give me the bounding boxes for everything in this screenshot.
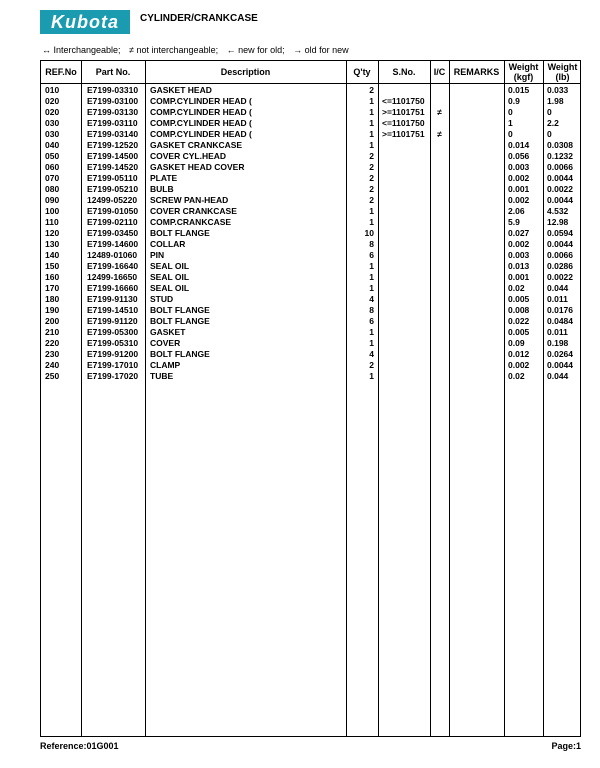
cell-part-no: E7199-16640: [87, 261, 139, 271]
legend-not-interchangeable: ≠ not interchangeable;: [129, 45, 219, 55]
cell-description: COVER CYL.HEAD: [150, 151, 227, 161]
cell-weight-lb: 0.011: [547, 294, 568, 304]
cell-ref: 240: [45, 360, 60, 370]
cell-part-no: E7199-03100: [87, 96, 139, 106]
cell-description: SEAL OIL: [150, 261, 190, 271]
table-row: [41, 173, 580, 184]
table-row: [41, 162, 580, 173]
table-row: [41, 217, 580, 228]
cell-weight-kgf: 0.003: [508, 250, 530, 260]
cell-weight-kgf: 0.008: [508, 305, 530, 315]
cell-weight-kgf: 0.005: [508, 327, 530, 337]
cell-description: CLAMP: [150, 360, 181, 370]
cell-description: GASKET HEAD: [150, 85, 212, 95]
cell-weight-kgf: 1: [508, 118, 513, 128]
col-weight-kgf-header: Weight (kgf): [508, 62, 539, 82]
cell-description: COMP.CYLINDER HEAD (: [150, 118, 252, 128]
cell-part-no: E7199-05210: [87, 184, 139, 194]
cell-description: COMP.CYLINDER HEAD (: [150, 129, 252, 139]
cell-part-no: E7199-91200: [87, 349, 139, 359]
cell-weight-lb: 4.532: [547, 206, 569, 216]
cell-serial-no: >=1101751: [382, 129, 425, 139]
cell-part-no: E7199-03310: [87, 85, 139, 95]
table-row: [41, 371, 580, 382]
cell-qty: 4: [369, 349, 374, 359]
cell-weight-lb: 0: [547, 107, 552, 117]
table-row: [41, 250, 580, 261]
cell-weight-kgf: 0.056: [508, 151, 530, 161]
cell-description: COLLAR: [150, 239, 186, 249]
cell-ref: 010: [45, 85, 60, 95]
cell-weight-kgf: 2.06: [508, 206, 525, 216]
cell-qty: 2: [369, 162, 374, 172]
cell-weight-lb: 0.1232: [547, 151, 573, 161]
cell-part-no: E7199-05300: [87, 327, 139, 337]
cell-qty: 1: [369, 338, 374, 348]
table-row: [41, 272, 580, 283]
cell-weight-kgf: 0.002: [508, 239, 530, 249]
cell-ref: 200: [45, 316, 60, 326]
cell-part-no: 12499-05220: [87, 195, 138, 205]
cell-description: COMP.CRANKCASE: [150, 217, 232, 227]
cell-weight-lb: 0: [547, 129, 552, 139]
legend: [42, 45, 355, 55]
cell-serial-no: <=1101750: [382, 96, 425, 106]
cell-qty: 6: [369, 316, 374, 326]
cell-description: BOLT FLANGE: [150, 305, 210, 315]
cell-part-no: E7199-17020: [87, 371, 139, 381]
cell-description: SEAL OIL: [150, 272, 190, 282]
cell-part-no: 12489-01060: [87, 250, 138, 260]
cell-weight-kgf: 0.015: [508, 85, 530, 95]
cell-weight-lb: 0.0044: [547, 173, 573, 183]
cell-weight-lb: 0.0066: [547, 162, 573, 172]
cell-qty: 2: [369, 151, 374, 161]
cell-description: GASKET HEAD COVER: [150, 162, 245, 172]
cell-ic: ≠: [437, 107, 442, 117]
cell-qty: 6: [369, 250, 374, 260]
cell-qty: 8: [369, 305, 374, 315]
cell-description: GASKET: [150, 327, 186, 337]
cell-qty: 1: [369, 327, 374, 337]
table-row: [41, 195, 580, 206]
parts-table: [40, 60, 581, 737]
cell-ref: 080: [45, 184, 60, 194]
cell-qty: 2: [369, 195, 374, 205]
cell-description: COMP.CYLINDER HEAD (: [150, 96, 252, 106]
cell-weight-lb: 0.0044: [547, 195, 573, 205]
cell-part-no: E7199-03450: [87, 228, 139, 238]
cell-weight-kgf: 0.001: [508, 272, 530, 282]
cell-description: PIN: [150, 250, 165, 260]
col-sno-header: S.No.: [392, 67, 416, 77]
table-row: [41, 151, 580, 162]
cell-weight-kgf: 0.014: [508, 140, 530, 150]
cell-ref: 220: [45, 338, 60, 348]
cell-part-no: E7199-01050: [87, 206, 139, 216]
cell-weight-lb: 0.0484: [547, 316, 573, 326]
cell-weight-lb: 1.98: [547, 96, 564, 106]
cell-weight-lb: 2.2: [547, 118, 559, 128]
cell-part-no: E7199-14520: [87, 162, 139, 172]
cell-description: GASKET CRANKCASE: [150, 140, 243, 150]
cell-weight-kgf: 0.02: [508, 371, 525, 381]
col-desc-header: Description: [220, 67, 271, 77]
cell-description: BULB: [150, 184, 174, 194]
cell-weight-lb: 0.044: [547, 371, 569, 381]
table-row: [41, 239, 580, 250]
cell-weight-kgf: 0.012: [508, 349, 530, 359]
kubota-logo: Kubota: [40, 10, 130, 34]
table-row: [41, 107, 580, 118]
cell-part-no: E7199-12520: [87, 140, 139, 150]
cell-weight-lb: 0.0594: [547, 228, 573, 238]
cell-weight-kgf: 5.9: [508, 217, 520, 227]
cell-qty: 1: [369, 118, 374, 128]
cell-ref: 030: [45, 129, 60, 139]
cell-ref: 170: [45, 283, 60, 293]
cell-qty: 1: [369, 371, 374, 381]
cell-qty: 1: [369, 283, 374, 293]
table-header: [41, 61, 580, 84]
cell-qty: 1: [369, 107, 374, 117]
cell-ref: 050: [45, 151, 60, 161]
cell-description: SCREW PAN-HEAD: [150, 195, 229, 205]
cell-weight-kgf: 0.003: [508, 162, 530, 172]
cell-weight-lb: 0.0022: [547, 272, 573, 282]
table-row: [41, 360, 580, 371]
cell-weight-lb: 0.033: [547, 85, 569, 95]
cell-description: TUBE: [150, 371, 174, 381]
cell-ref: 210: [45, 327, 60, 337]
cell-ref: 030: [45, 118, 60, 128]
page-title: CYLINDER/CRANKCASE: [140, 13, 258, 24]
cell-ref: 060: [45, 162, 60, 172]
cell-weight-kgf: 0.022: [508, 316, 530, 326]
cell-weight-kgf: 0.9: [508, 96, 520, 106]
cell-qty: 8: [369, 239, 374, 249]
cell-ref: 110: [45, 217, 59, 227]
cell-weight-kgf: 0.013: [508, 261, 530, 271]
cell-weight-lb: 0.011: [547, 327, 568, 337]
table-row: [41, 140, 580, 151]
table-row: [41, 338, 580, 349]
col-ic-header: I/C: [433, 67, 446, 77]
cell-weight-kgf: 0.002: [508, 360, 530, 370]
cell-ref: 100: [45, 206, 60, 216]
cell-description: BOLT FLANGE: [150, 228, 210, 238]
cell-ref: 020: [45, 107, 60, 117]
table-row: [41, 316, 580, 327]
cell-description: BOLT FLANGE: [150, 349, 210, 359]
col-ref-header: REF.No: [45, 67, 77, 77]
col-remarks-header: REMARKS: [453, 67, 500, 77]
table-row: [41, 261, 580, 272]
cell-qty: 2: [369, 360, 374, 370]
cell-ref: 130: [45, 239, 60, 249]
cell-part-no: E7199-03130: [87, 107, 139, 117]
cell-description: COVER CRANKCASE: [150, 206, 237, 216]
cell-part-no: E7199-03110: [87, 118, 138, 128]
table-row: [41, 327, 580, 338]
table-row: [41, 294, 580, 305]
cell-ref: 020: [45, 96, 60, 106]
cell-ref: 040: [45, 140, 60, 150]
table-row: [41, 129, 580, 140]
cell-weight-kgf: 0: [508, 129, 513, 139]
table-row: [41, 118, 580, 129]
cell-weight-lb: 12.98: [547, 217, 569, 227]
cell-weight-lb: 0.0022: [547, 184, 573, 194]
cell-qty: 2: [369, 173, 374, 183]
cell-description: PLATE: [150, 173, 178, 183]
table-row: [41, 206, 580, 217]
cell-weight-lb: 0.0176: [547, 305, 573, 315]
table-row: [41, 305, 580, 316]
cell-qty: 4: [369, 294, 374, 304]
cell-weight-lb: 0.0286: [547, 261, 573, 271]
cell-qty: 1: [369, 129, 374, 139]
cell-weight-lb: 0.0308: [547, 140, 573, 150]
cell-qty: 1: [369, 96, 374, 106]
cell-part-no: E7199-91120: [87, 316, 138, 326]
cell-part-no: E7199-14510: [87, 305, 139, 315]
cell-ref: 120: [45, 228, 60, 238]
cell-weight-kgf: 0: [508, 107, 513, 117]
cell-weight-kgf: 0.005: [508, 294, 530, 304]
col-weight-lb-header: Weight (lb): [547, 62, 578, 82]
cell-weight-kgf: 0.001: [508, 184, 530, 194]
cell-weight-lb: 0.0066: [547, 250, 573, 260]
cell-serial-no: <=1101750: [382, 118, 425, 128]
col-qty-header: Q'ty: [353, 67, 371, 77]
cell-ref: 070: [45, 173, 60, 183]
reference-code: Reference:01G001: [40, 741, 119, 751]
table-row: [41, 283, 580, 294]
cell-part-no: 12499-16650: [87, 272, 138, 282]
cell-qty: 1: [369, 217, 374, 227]
cell-ref: 160: [45, 272, 60, 282]
legend-new-for-old: ← new for old;: [226, 45, 285, 55]
cell-part-no: E7199-14600: [87, 239, 139, 249]
cell-qty: 1: [369, 206, 374, 216]
table-row: [41, 349, 580, 360]
cell-ref: 190: [45, 305, 60, 315]
table-row: [41, 228, 580, 239]
cell-description: COVER: [150, 338, 181, 348]
cell-qty: 10: [364, 228, 374, 238]
cell-weight-kgf: 0.02: [508, 283, 525, 293]
legend-interchangeable: ↔ Interchangeable;: [42, 45, 121, 55]
cell-description: BOLT FLANGE: [150, 316, 210, 326]
cell-description: COMP.CYLINDER HEAD (: [150, 107, 252, 117]
cell-ic: ≠: [437, 129, 442, 139]
table-row: [41, 184, 580, 195]
legend-old-for-new: → old for new: [293, 45, 349, 55]
cell-ref: 250: [45, 371, 60, 381]
cell-ref: 090: [45, 195, 60, 205]
page-number: Page:1: [551, 741, 581, 751]
cell-qty: 2: [369, 184, 374, 194]
cell-qty: 1: [369, 272, 374, 282]
cell-weight-kgf: 0.09: [508, 338, 525, 348]
cell-part-no: E7199-17010: [87, 360, 139, 370]
cell-part-no: E7199-05310: [87, 338, 139, 348]
cell-part-no: E7199-05110: [87, 173, 138, 183]
cell-weight-kgf: 0.002: [508, 173, 530, 183]
cell-ref: 150: [45, 261, 60, 271]
cell-weight-lb: 0.0264: [547, 349, 573, 359]
cell-weight-lb: 0.044: [547, 283, 569, 293]
cell-serial-no: >=1101751: [382, 107, 425, 117]
cell-part-no: E7199-02110: [87, 217, 138, 227]
cell-ref: 180: [45, 294, 60, 304]
cell-part-no: E7199-03140: [87, 129, 139, 139]
cell-qty: 1: [369, 261, 374, 271]
cell-description: STUD: [150, 294, 174, 304]
cell-qty: 1: [369, 140, 374, 150]
cell-weight-lb: 0.0044: [547, 360, 573, 370]
cell-weight-lb: 0.0044: [547, 239, 573, 249]
cell-weight-lb: 0.198: [547, 338, 569, 348]
cell-description: SEAL OIL: [150, 283, 190, 293]
cell-part-no: E7199-16660: [87, 283, 139, 293]
cell-ref: 230: [45, 349, 60, 359]
table-row: [41, 96, 580, 107]
cell-part-no: E7199-14500: [87, 151, 139, 161]
cell-weight-kgf: 0.027: [508, 228, 530, 238]
table-row: [41, 85, 580, 96]
cell-ref: 140: [45, 250, 60, 260]
col-part-header: Part No.: [95, 67, 131, 77]
cell-part-no: E7199-91130: [87, 294, 138, 304]
cell-qty: 2: [369, 85, 374, 95]
cell-weight-kgf: 0.002: [508, 195, 530, 205]
